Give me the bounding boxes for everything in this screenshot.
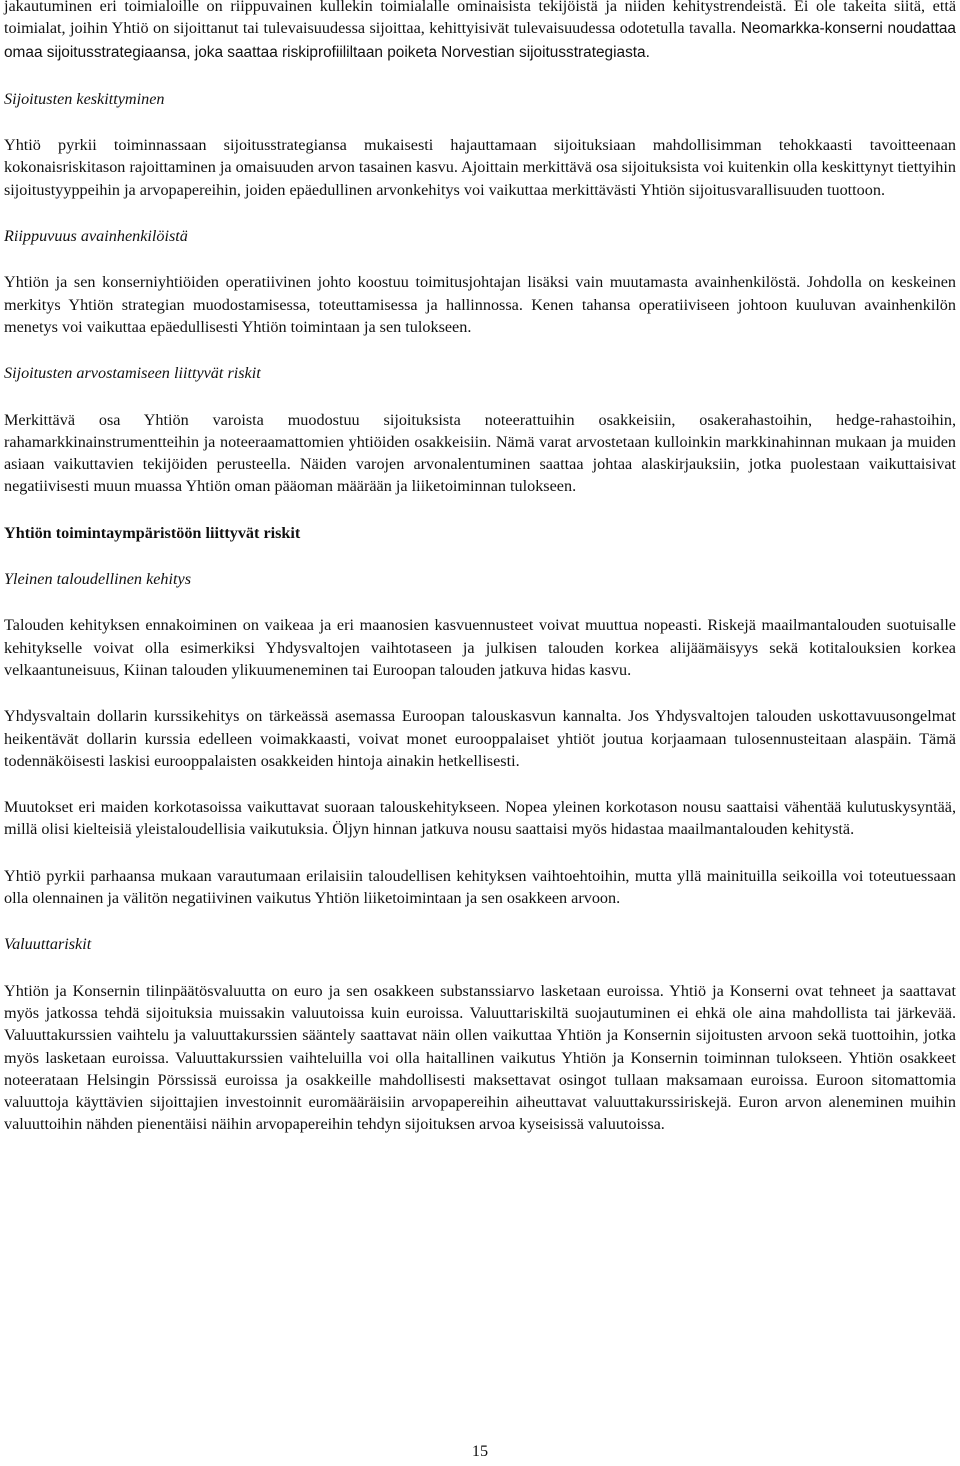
paragraph-economy-1: Talouden kehityksen ennakoiminen on vaikeaa ja eri maanosien kasvuennusteet voivat muuttua nopeasti. Riskejä maailmantalouden suotuisalle kehitykselle voivat olla esimerkiksi Yhdysvaltojen vaihtotaseen ja julkisen talouden korkea alijäämäisyys sekä kotitalouksien korkea velkaantuneisuus, Kiinan talouden ylikuumeneminen tai Euroopan talouden jatkuva hidas kasvu. xyxy=(4,616,956,679)
paragraph-concentration: Yhtiö pyrkii toiminnassaan sijoitusstrategiansa mukaisesti hajauttamaan sijoituksiaan mahdollisimman tehokkaasti tavoitteenaan kokonaisriskitason rajoittaminen ja omaisuuden arvon tasainen kasvu. Ajoittain merkittävä osa sijoituksista voi kuitenkin olla keskittynyt tiettyihin sijoitustyyppeihin ja arvopapereihin, joiden epäedullinen arvonkehitys voi vaikuttaa merkittävästi Yhtiön sijoitusvarallisuuden tuottoon. xyxy=(4,136,956,199)
section-heading-currency: Valuuttariskit xyxy=(4,935,92,954)
paragraph-valuation: Merkittävä osa Yhtiön varoista muodostuu sijoituksista noteerattuihin osakkeisiin, osakerahastoihin, hedge-rahastoihin, rahamarkkinainstrumentteihin ja noteeraamattomien yhtiöiden osakkeisiin. Nämä varat arvostetaan kulloinkin markkinahinnan mukaan ja muiden asiaan vaikuttavien tekijöiden perusteella. Näiden varojen arvonalentuminen saattaa johtaa alaskirjauksiin, jotka puolestaan vaikuttaisivat negatiivisesti muun muassa Yhtiön oman pääoman määrään ja liiketoiminnan tulokseen. xyxy=(4,410,956,496)
intro-text: jakautuminen eri toimialoille on riippuvainen kullekin toimialalle ominaisista tekijöistä ja niiden kehitystrendeistä. Ei ole takeita siitä, että toimialat, joihin Yhtiö on sijoittanut tai tulevaisuudessa sijoittaa, kehittyisivät tulevaisuudessa odotetulla tavalla. xyxy=(4,0,956,38)
section-heading-economy: Yleinen taloudellinen kehitys xyxy=(4,570,192,589)
section-heading-key-persons: Riippuvuus avainhenkilöistä xyxy=(4,227,188,246)
section-heading-concentration: Sijoitusten keskittyminen xyxy=(4,89,165,108)
intro-text-sans: Neomarkka-konserni noudattaa omaa sijoitusstrategiaansa, joka saattaa riskiprofiililtaan poiketa Norvestian sijoitusstrategiasta. xyxy=(4,20,956,61)
paragraph-key-persons: Yhtiön ja sen konserniyhtiöiden operatiivinen johto koostuu toimitusjohtajan lisäksi vain muutamasta avainhenkilöstä. Johdolla on keskeinen merkitys Yhtiön strategian muodostamisessa, toteuttamisessa ja hallinnossa. Kenen tahansa operatiiviseen johtoon kuuluvan avainhenkilön menetys voi vaikuttaa epäedullisesti Yhtiön toimintaan ja sen tulokseen. xyxy=(4,273,956,336)
paragraph-economy-4: Yhtiö pyrkii parhaansa mukaan varautumaan erilaisiin taloudellisen kehityksen vaihtoehtoihin, mutta yllä mainituilla seikoilla voi toteutuessaan olla olennainen ja välitön negatiivinen vaikutus Yhtiön liiketoimintaan ja sen osakkeen arvoon. xyxy=(4,866,956,908)
section-heading-valuation: Sijoitusten arvostamiseen liittyvät riskit xyxy=(4,364,261,383)
document-page xyxy=(4,0,956,1136)
major-heading-environment-risks: Yhtiön toimintaympäristöön liittyvät riskit xyxy=(4,523,301,542)
page-number: 15 xyxy=(471,1442,489,1460)
paragraph-currency: Yhtiön ja Konsernin tilinpäätösvaluutta on euro ja sen osakkeen substanssiarvo lasketaan euroissa. Yhtiö ja Konserni ovat tehneet ja saattavat myös jatkossa tehdä sijoituksia muissakin valuutoissa kuin euroissa. Valuuttariskiltä suojautuminen ei ehkä ole aina mahdollista tai järkevää. Valuuttakurssien vaihtelu ja valuuttakurssien sääntely saattavat näin ollen vaikuttaa Yhtiön ja Konsernin sijoitusten arvoon sekä tuottoihin, jotka myös lasketaan euroissa. Valuuttakurssien vaihteluilla voi olla haitallinen vaikutus Yhtiön ja Konsernin toiminnan tulokseen. Yhtiön osakkeet noteerataan Helsingin Pörssissä euroissa ja osakkeille mahdollisesti maksettavat osingot tullaan maksamaan euroissa. Euroon sitomattomia valuuttoja käyttävien sijoittajien investoinnit euromääräisiin arvopapereihin aiheuttavat valuuttakurssiriskejä. Euron arvon aleneminen muihin valuuttoihin nähden pienentäisi näihin arvopapereihin tehdyn sijoituksen arvoa kyseisissä valuutoissa. xyxy=(4,981,956,1134)
intro-paragraph xyxy=(4,0,956,64)
paragraph-economy-2: Yhdysvaltain dollarin kurssikehitys on tärkeässä asemassa Euroopan talouskasvun kannalta. Jos Yhdysvaltojen talouden uskottavuusongelmat heikentävät dollarin kurssia edelleen voimakkaasti, voivat monet eurooppalaiset yhtiöt joutua korjaamaan tulosennusteitaan alaspäin. Tämä todennäköisesti laskisi eurooppalaisten osakkeiden hintoja ainakin hetkellisesti. xyxy=(4,707,956,770)
paragraph-economy-3: Muutokset eri maiden korkotasoissa vaikuttavat suoraan talouskehitykseen. Nopea yleinen korkotason nousu saattaisi vähentää kulutuskysyntää, millä olisi kielteisiä yleistaloudellisia vaikutuksia. Öljyn hinnan jatkuva nousu saattaisi myös hidastaa maailmantalouden kehitystä. xyxy=(4,798,956,839)
